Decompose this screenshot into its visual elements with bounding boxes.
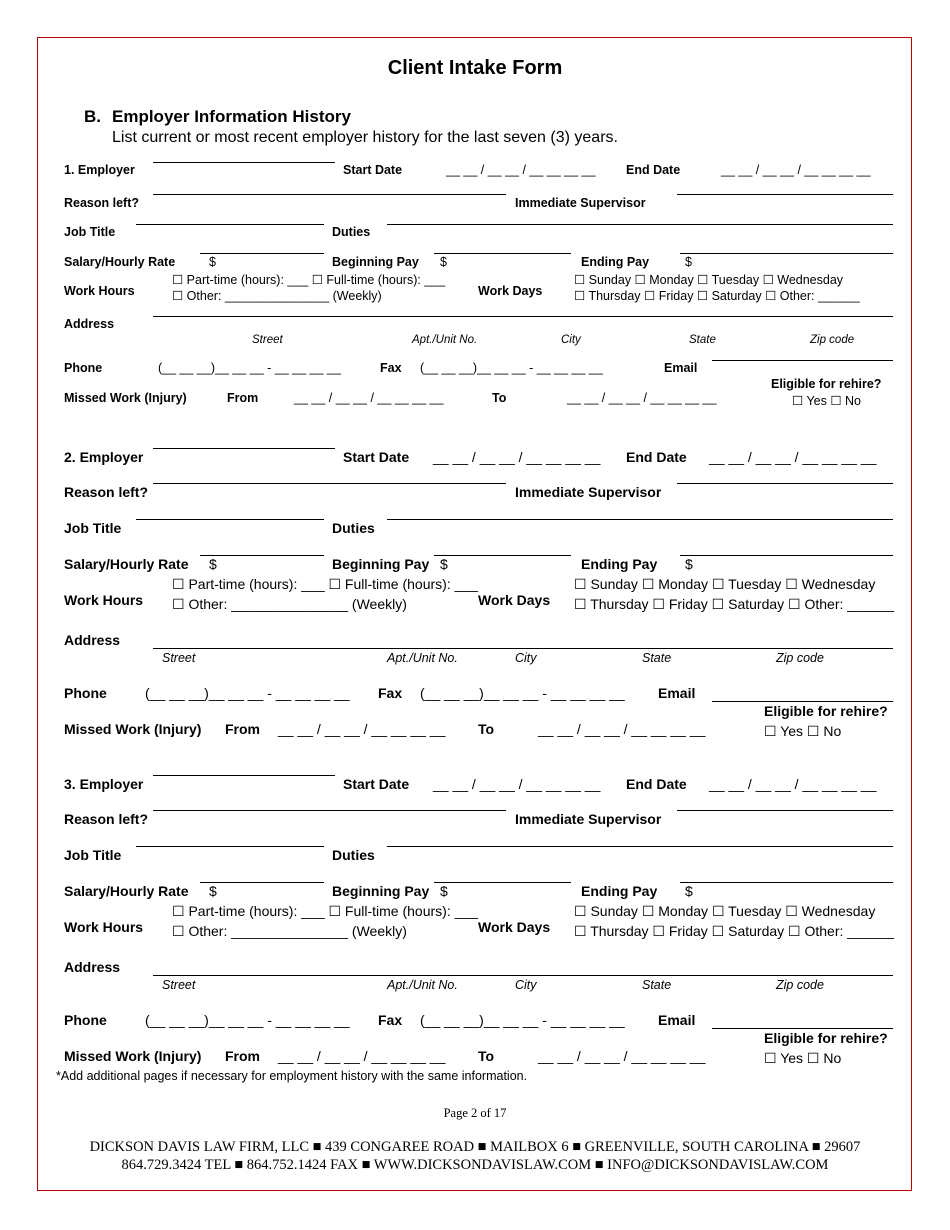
work-hours-label: Work Hours bbox=[64, 919, 144, 935]
hours-options-line1[interactable]: ☐ Part-time (hours): ___ ☐ Full-time (hours): ___ bbox=[172, 576, 478, 592]
end-date-field[interactable]: __ __ / __ __ / __ __ __ __ bbox=[721, 163, 871, 177]
days-options-line1[interactable]: ☐ Sunday ☐ Monday ☐ Tuesday ☐ Wednesday bbox=[574, 576, 876, 592]
dollar-sign: $ bbox=[209, 255, 216, 269]
address-label: Address bbox=[64, 959, 121, 975]
email-field[interactable] bbox=[712, 701, 893, 702]
state-caption: State bbox=[642, 651, 672, 665]
state-caption: State bbox=[642, 978, 672, 992]
ending-pay-label: Ending Pay bbox=[581, 556, 658, 572]
dollar-sign: $ bbox=[209, 556, 217, 572]
fax-field[interactable]: (__ __ __)__ __ __ - __ __ __ __ bbox=[420, 685, 625, 701]
address-label: Address bbox=[64, 632, 121, 648]
phone-label: Phone bbox=[64, 361, 103, 375]
dollar-sign: $ bbox=[440, 883, 448, 899]
job-title-label: Job Title bbox=[64, 520, 122, 536]
salary-label: Salary/Hourly Rate bbox=[64, 883, 189, 899]
phone-label: Phone bbox=[64, 1012, 107, 1028]
eligible-rehire-label: Eligible for rehire? bbox=[771, 377, 882, 391]
employer-name-field[interactable] bbox=[153, 775, 335, 776]
to-label: To bbox=[492, 391, 507, 405]
from-date-field[interactable]: __ __ / __ __ / __ __ __ __ bbox=[278, 1048, 446, 1064]
fax-field[interactable]: (__ __ __)__ __ __ - __ __ __ __ bbox=[420, 1012, 625, 1028]
eligible-rehire-label: Eligible for rehire? bbox=[764, 703, 888, 719]
end-date-label: End Date bbox=[626, 163, 681, 177]
salary-field[interactable] bbox=[200, 253, 324, 254]
dollar-sign: $ bbox=[685, 883, 693, 899]
phone-field[interactable]: (__ __ __)__ __ __ - __ __ __ __ bbox=[145, 1012, 350, 1028]
page-number: Page 2 of 17 bbox=[443, 1106, 507, 1120]
start-date-label: Start Date bbox=[343, 776, 410, 792]
days-options-line2[interactable]: ☐ Thursday ☐ Friday ☐ Saturday ☐ Other: ______ bbox=[574, 596, 894, 612]
beginning-pay-field[interactable] bbox=[434, 253, 571, 254]
phone-label: Phone bbox=[64, 685, 107, 701]
duties-label: Duties bbox=[332, 847, 375, 863]
salary-field[interactable] bbox=[200, 882, 324, 883]
employer-name-field[interactable] bbox=[153, 448, 335, 449]
from-label: From bbox=[227, 391, 259, 405]
to-date-field[interactable]: __ __ / __ __ / __ __ __ __ bbox=[538, 1048, 706, 1064]
dollar-sign: $ bbox=[209, 883, 217, 899]
ending-pay-field[interactable] bbox=[680, 253, 893, 254]
days-options-line2[interactable]: ☐ Thursday ☐ Friday ☐ Saturday ☐ Other: ______ bbox=[574, 289, 860, 303]
missed-work-label: Missed Work (Injury) bbox=[64, 391, 187, 405]
salary-label: Salary/Hourly Rate bbox=[64, 556, 189, 572]
fax-label: Fax bbox=[380, 361, 402, 375]
street-caption: Street bbox=[252, 334, 283, 346]
supervisor-field[interactable] bbox=[677, 483, 893, 484]
beginning-pay-label: Beginning Pay bbox=[332, 883, 430, 899]
to-date-field[interactable]: __ __ / __ __ / __ __ __ __ bbox=[567, 391, 717, 405]
apt-caption: Apt./Unit No. bbox=[387, 978, 458, 992]
salary-label: Salary/Hourly Rate bbox=[64, 255, 176, 269]
supervisor-field[interactable] bbox=[677, 810, 893, 811]
hours-options-line1[interactable]: ☐ Part-time (hours): ___ ☐ Full-time (hours): ___ bbox=[172, 273, 446, 287]
address-field[interactable] bbox=[153, 648, 893, 649]
hours-options-line2[interactable]: ☐ Other: _______________ (Weekly) bbox=[172, 289, 382, 303]
supervisor-label: Immediate Supervisor bbox=[515, 196, 646, 210]
ending-pay-field[interactable] bbox=[680, 882, 893, 883]
from-date-field[interactable]: __ __ / __ __ / __ __ __ __ bbox=[294, 391, 444, 405]
missed-work-label: Missed Work (Injury) bbox=[64, 721, 202, 737]
street-caption: Street bbox=[162, 978, 196, 992]
employer-label: 2. Employer bbox=[64, 449, 144, 465]
beginning-pay-label: Beginning Pay bbox=[332, 255, 419, 269]
reason-left-label: Reason left? bbox=[64, 484, 149, 500]
days-options-line1[interactable]: ☐ Sunday ☐ Monday ☐ Tuesday ☐ Wednesday bbox=[574, 903, 876, 919]
job-title-field[interactable] bbox=[136, 224, 324, 225]
apt-caption: Apt./Unit No. bbox=[387, 651, 458, 665]
reason-left-field[interactable] bbox=[153, 810, 506, 811]
start-date-label: Start Date bbox=[343, 163, 403, 177]
duties-field[interactable] bbox=[387, 224, 893, 225]
email-label: Email bbox=[664, 361, 698, 375]
rehire-checkboxes[interactable]: ☐ Yes ☐ No bbox=[792, 394, 861, 408]
dollar-sign: $ bbox=[685, 255, 692, 269]
job-title-label: Job Title bbox=[64, 847, 122, 863]
section-heading: Employer Information History bbox=[112, 107, 351, 126]
end-date-label: End Date bbox=[626, 449, 687, 465]
start-date-label: Start Date bbox=[343, 449, 410, 465]
work-days-label: Work Days bbox=[478, 592, 551, 608]
work-hours-label: Work Hours bbox=[64, 284, 135, 298]
beginning-pay-field[interactable] bbox=[434, 555, 571, 556]
address-field[interactable] bbox=[153, 975, 893, 976]
employer-label: 1. Employer bbox=[64, 163, 135, 177]
employer-label: 3. Employer bbox=[64, 776, 144, 792]
beginning-pay-label: Beginning Pay bbox=[332, 556, 430, 572]
email-label: Email bbox=[658, 1012, 696, 1028]
days-options-line2[interactable]: ☐ Thursday ☐ Friday ☐ Saturday ☐ Other: ______ bbox=[574, 923, 894, 939]
phone-field[interactable]: (__ __ __)__ __ __ - __ __ __ __ bbox=[145, 685, 350, 701]
ending-pay-label: Ending Pay bbox=[581, 255, 650, 269]
work-days-label: Work Days bbox=[478, 919, 551, 935]
job-title-field[interactable] bbox=[136, 519, 324, 520]
footer-address: DICKSON DAVIS LAW FIRM, LLC ■ 439 CONGAREE ROAD ■ MAILBOX 6 ■ GREENVILLE, SOUTH CAROLINA ■ 29607 bbox=[89, 1139, 861, 1155]
additional-pages-note: *Add additional pages if necessary for employment history with the same information. bbox=[56, 1069, 528, 1083]
salary-field[interactable] bbox=[200, 555, 324, 556]
street-caption: Street bbox=[162, 651, 196, 665]
rehire-checkboxes[interactable]: ☐ Yes ☐ No bbox=[764, 723, 842, 739]
work-hours-label: Work Hours bbox=[64, 592, 144, 608]
address-label: Address bbox=[64, 317, 115, 331]
duties-label: Duties bbox=[332, 225, 371, 239]
days-options-line1[interactable]: ☐ Sunday ☐ Monday ☐ Tuesday ☐ Wednesday bbox=[574, 273, 844, 287]
section-letter: B. bbox=[84, 107, 101, 126]
email-field[interactable] bbox=[712, 1028, 893, 1029]
zip-caption: Zip code bbox=[776, 651, 824, 665]
dollar-sign: $ bbox=[440, 556, 448, 572]
work-days-label: Work Days bbox=[478, 284, 543, 298]
address-field[interactable] bbox=[153, 316, 893, 317]
fax-label: Fax bbox=[378, 1012, 403, 1028]
supervisor-label: Immediate Supervisor bbox=[515, 484, 662, 500]
job-title-field[interactable] bbox=[136, 846, 324, 847]
city-caption: City bbox=[515, 651, 537, 665]
reason-left-field[interactable] bbox=[153, 194, 506, 195]
hours-options-line2[interactable]: ☐ Other: _______________ (Weekly) bbox=[172, 923, 407, 939]
fax-field[interactable]: (__ __ __)__ __ __ - __ __ __ __ bbox=[420, 361, 603, 375]
from-label: From bbox=[225, 721, 260, 737]
phone-field[interactable]: (__ __ __)__ __ __ - __ __ __ __ bbox=[158, 361, 341, 375]
duties-field[interactable] bbox=[387, 519, 893, 520]
dollar-sign: $ bbox=[685, 556, 693, 572]
to-label: To bbox=[478, 721, 495, 737]
from-label: From bbox=[225, 1048, 260, 1064]
apt-caption: Apt./Unit No. bbox=[412, 334, 478, 346]
reason-left-label: Reason left? bbox=[64, 196, 140, 210]
beginning-pay-field[interactable] bbox=[434, 882, 571, 883]
start-date-field[interactable]: __ __ / __ __ / __ __ __ __ bbox=[433, 449, 601, 465]
from-date-field[interactable]: __ __ / __ __ / __ __ __ __ bbox=[278, 721, 446, 737]
section-instruction: List current or most recent employer history for the last seven (3) years. bbox=[112, 129, 618, 146]
email-label: Email bbox=[658, 685, 696, 701]
zip-caption: Zip code bbox=[810, 334, 855, 346]
start-date-field[interactable]: __ __ / __ __ / __ __ __ __ bbox=[446, 163, 596, 177]
to-label: To bbox=[478, 1048, 495, 1064]
employer-name-field[interactable] bbox=[153, 162, 335, 163]
email-field[interactable] bbox=[712, 360, 893, 361]
city-caption: City bbox=[515, 978, 537, 992]
end-date-field[interactable]: __ __ / __ __ / __ __ __ __ bbox=[709, 449, 877, 465]
start-date-field[interactable]: __ __ / __ __ / __ __ __ __ bbox=[433, 776, 601, 792]
state-caption: State bbox=[689, 334, 716, 346]
city-caption: City bbox=[561, 334, 581, 346]
end-date-field[interactable]: __ __ / __ __ / __ __ __ __ bbox=[709, 776, 877, 792]
reason-left-label: Reason left? bbox=[64, 811, 149, 827]
reason-left-field[interactable] bbox=[153, 483, 506, 484]
hours-options-line2[interactable]: ☐ Other: _______________ (Weekly) bbox=[172, 596, 407, 612]
footer-contact: 864.729.3424 TEL ■ 864.752.1424 FAX ■ WWW.DICKSONDAVISLAW.COM ■ INFO@DICKSONDAVISLAW.COM bbox=[121, 1157, 829, 1173]
page-title: Client Intake Form bbox=[387, 57, 563, 79]
to-date-field[interactable]: __ __ / __ __ / __ __ __ __ bbox=[538, 721, 706, 737]
ending-pay-label: Ending Pay bbox=[581, 883, 658, 899]
fax-label: Fax bbox=[378, 685, 403, 701]
duties-field[interactable] bbox=[387, 846, 893, 847]
job-title-label: Job Title bbox=[64, 225, 116, 239]
ending-pay-field[interactable] bbox=[680, 555, 893, 556]
end-date-label: End Date bbox=[626, 776, 687, 792]
missed-work-label: Missed Work (Injury) bbox=[64, 1048, 202, 1064]
zip-caption: Zip code bbox=[776, 978, 824, 992]
eligible-rehire-label: Eligible for rehire? bbox=[764, 1030, 888, 1046]
dollar-sign: $ bbox=[440, 255, 447, 269]
supervisor-field[interactable] bbox=[677, 194, 893, 195]
hours-options-line1[interactable]: ☐ Part-time (hours): ___ ☐ Full-time (hours): ___ bbox=[172, 903, 478, 919]
duties-label: Duties bbox=[332, 520, 375, 536]
rehire-checkboxes[interactable]: ☐ Yes ☐ No bbox=[764, 1050, 842, 1066]
supervisor-label: Immediate Supervisor bbox=[515, 811, 662, 827]
